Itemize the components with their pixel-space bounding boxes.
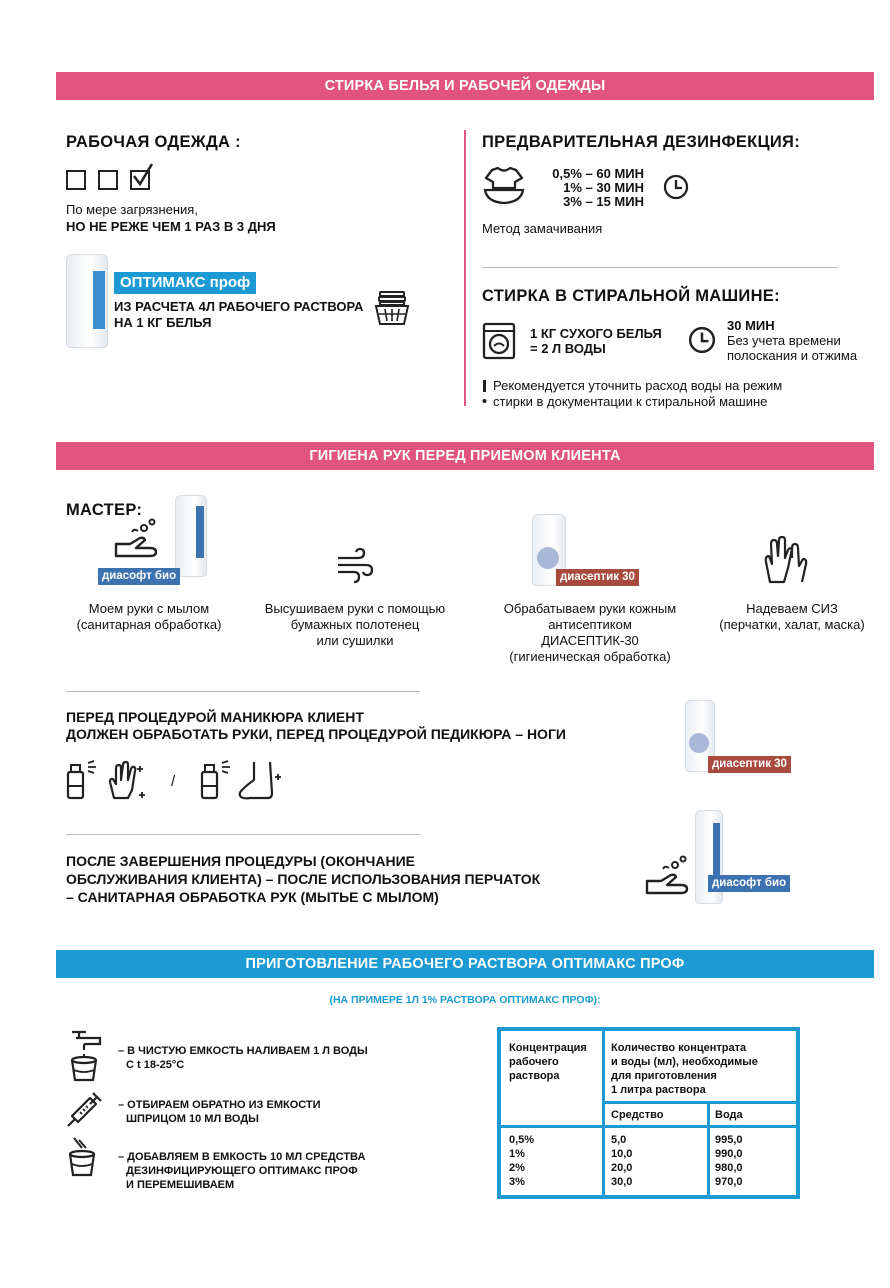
table-cell: 1% — [509, 1148, 525, 1160]
diasoft-tag: диасофт био — [708, 875, 790, 892]
diaseptik-tag: диасептик 30 — [556, 569, 639, 586]
clock-icon — [663, 174, 689, 200]
table-cell: 5,0 — [611, 1134, 627, 1146]
table-cell: 20,0 — [611, 1162, 633, 1174]
soak-time-2: 1% – 30 МИН — [563, 180, 644, 195]
tap-bucket-icon — [66, 1028, 106, 1084]
table-subheader-water: Вода — [715, 1109, 743, 1121]
exclamation-icon — [482, 378, 490, 406]
column-divider — [464, 130, 466, 406]
table-subheader-agent: Средство — [611, 1109, 664, 1121]
section-laundry-header: СТИРКА БЕЛЬЯ И РАБОЧЕЙ ОДЕЖДЫ — [56, 72, 874, 100]
after-procedure-line2: ОБСЛУЖИВАНИЯ КЛИЕНТА) – ПОСЛЕ ИСПОЛЬЗОВАНИЯ ПЕРЧАТОК — [66, 871, 541, 887]
foot-sparkle-icon — [236, 760, 286, 802]
table-col-water — [715, 1133, 743, 1189]
washing-machine-icon — [482, 322, 516, 360]
laundry-basket-icon — [374, 290, 410, 326]
soaking-shirt-icon — [482, 166, 526, 206]
client-instruction-line1: ПЕРЕД ПРОЦЕДУРОЙ МАНИКЮРА КЛИЕНТ — [66, 709, 364, 725]
section-hand-hygiene-header: ГИГИЕНА РУК ПЕРЕД ПРИЕМОМ КЛИЕНТА — [56, 442, 874, 470]
machine-note-line1: Рекомендуется уточнить расход воды на режим — [493, 378, 783, 393]
step1-line2: (санитарная обработка) — [76, 617, 222, 632]
section-divider — [66, 834, 420, 835]
frequency-line1: По мере загрязнения, — [66, 202, 198, 217]
machine-note-line2: стирки в документации к стиральной машине — [493, 394, 768, 409]
step1-line1: Моем руки с мылом — [88, 601, 210, 616]
step3-line4: (гигиеническая обработка) — [509, 649, 671, 664]
diasoft-bottle-image — [175, 495, 207, 577]
soak-time-3: 3% – 15 МИН — [563, 194, 644, 209]
washing-machine-heading: СТИРКА В СТИРАЛЬНОЙ МАШИНЕ: — [482, 287, 780, 305]
table-header-amount: Количество концентрата и воды (мл), необходимые для приготовления 1 литра раствора — [611, 1042, 758, 1096]
frequency-line2: НО НЕ РЕЖЕ ЧЕМ 1 РАЗ В 3 ДНЯ — [66, 219, 276, 234]
table-cell: 0,5% — [509, 1134, 535, 1146]
clock-icon — [688, 326, 716, 354]
step3-line3: ДИАСЕПТИК-30 — [541, 633, 639, 648]
hand-washing-icon — [643, 855, 693, 899]
section-divider — [482, 267, 838, 268]
machine-time-note1: Без учета времени — [727, 333, 841, 348]
slash-separator: / — [171, 773, 176, 790]
checkbox-empty-2 — [98, 170, 118, 190]
prep-step3-line1: – ДОБАВЛЯЕМ В ЕМКОСТЬ 10 МЛ СРЕДСТВА — [118, 1151, 366, 1163]
prep-step2-line2: ШПРИЦОМ 10 МЛ ВОДЫ — [126, 1113, 259, 1125]
table-cell: 30,0 — [611, 1176, 633, 1188]
step2-line1: Высушиваем руки с помощью — [264, 601, 446, 616]
workwear-heading: РАБОЧАЯ ОДЕЖДА : — [66, 133, 241, 151]
table-vline — [707, 1101, 710, 1195]
prep-step3-line3: И ПЕРЕМЕШИВАЕМ — [126, 1179, 235, 1191]
table-header-conc: Концентрация рабочего раствора — [509, 1042, 587, 1082]
hand-washing-icon — [112, 518, 162, 562]
hand-sparkle-icon — [106, 760, 148, 802]
gloves-icon — [762, 536, 810, 586]
spray-bottle-icon — [200, 758, 234, 800]
machine-time-note2: полоскания и отжима — [727, 348, 858, 363]
syringe-icon — [66, 1090, 104, 1128]
master-label: МАСТЕР: — [66, 501, 143, 519]
machine-time: 30 МИН — [727, 318, 775, 333]
prep-step1-line2: С t 18-25°C — [126, 1059, 185, 1071]
air-dryer-icon — [336, 548, 374, 584]
table-cell: 980,0 — [715, 1162, 743, 1174]
table-vline — [602, 1031, 605, 1195]
after-procedure-line3: – САНИТАРНАЯ ОБРАБОТКА РУК (МЫТЬЕ С МЫЛОМ) — [66, 889, 439, 905]
mixing-bucket-icon — [66, 1136, 100, 1178]
concentration-table — [497, 1027, 800, 1199]
checkmark-icon — [130, 162, 156, 190]
table-cell: 995,0 — [715, 1134, 743, 1146]
prep-step2-line1: – ОТБИРАЕМ ОБРАТНО ИЗ ЕМКОСТИ — [118, 1099, 321, 1111]
optimax-desc-line2: НА 1 КГ БЕЛЬЯ — [114, 315, 212, 330]
step4-line1: Надеваем СИЗ — [746, 601, 838, 616]
table-hline — [605, 1101, 796, 1104]
diaseptik-tag: диасептик 30 — [708, 756, 791, 773]
soak-time-1: 0,5% – 60 МИН — [552, 166, 644, 181]
section-solution-header: ПРИГОТОВЛЕНИЕ РАБОЧЕГО РАСТВОРА ОПТИМАКС ПРОФ — [56, 950, 874, 978]
step2-line2: бумажных полотенец — [290, 617, 420, 632]
after-procedure-line1: ПОСЛЕ ЗАВЕРШЕНИЯ ПРОЦЕДУРЫ (ОКОНЧАНИЕ — [66, 853, 415, 869]
prep-step3-line2: ДЕЗИНФИЦИРУЮЩЕГО ОПТИМАКС ПРОФ — [126, 1165, 358, 1177]
predisinfection-heading: ПРЕДВАРИТЕЛЬНАЯ ДЕЗИНФЕКЦИЯ: — [482, 133, 800, 151]
table-col-conc — [509, 1133, 534, 1189]
table-cell: 10,0 — [611, 1148, 633, 1160]
optimax-desc-line1: ИЗ РАСЧЕТА 4Л РАБОЧЕГО РАСТВОРА — [114, 299, 364, 314]
solution-subtitle: (НА ПРИМЕРЕ 1Л 1% РАСТВОРА ОПТИМАКС ПРОФ): — [329, 994, 601, 1006]
table-cell: 970,0 — [715, 1176, 743, 1188]
client-instruction-line2: ДОЛЖЕН ОБРАБОТАТЬ РУКИ, ПЕРЕД ПРОЦЕДУРОЙ ПЕДИКЮРА – НОГИ — [66, 726, 566, 742]
section-divider — [66, 691, 420, 692]
table-cell: 3% — [509, 1176, 525, 1188]
soak-method: Метод замачивания — [482, 221, 603, 236]
optimax-product-label: ОПТИМАКС проф — [114, 272, 256, 294]
prep-step1-line1: – В ЧИСТУЮ ЕМКОСТЬ НАЛИВАЕМ 1 Л ВОДЫ — [118, 1045, 368, 1057]
spray-bottle-icon — [66, 758, 100, 800]
step4-line2: (перчатки, халат, маска) — [719, 617, 865, 632]
table-cell: 2% — [509, 1162, 525, 1174]
table-hline — [501, 1125, 796, 1128]
checkbox-empty-1 — [66, 170, 86, 190]
table-cell: 990,0 — [715, 1148, 743, 1160]
optimax-bottle-image — [66, 254, 108, 348]
table-col-agent — [611, 1133, 632, 1189]
step3-line1: Обрабатываем руки кожным — [503, 601, 677, 616]
step3-line2: антисептиком — [548, 617, 632, 632]
machine-ratio-line2: = 2 Л ВОДЫ — [530, 341, 606, 356]
machine-ratio-line1: 1 КГ СУХОГО БЕЛЬЯ — [530, 326, 662, 341]
diasoft-tag: диасофт био — [98, 568, 180, 585]
step2-line3: или сушилки — [316, 633, 394, 648]
